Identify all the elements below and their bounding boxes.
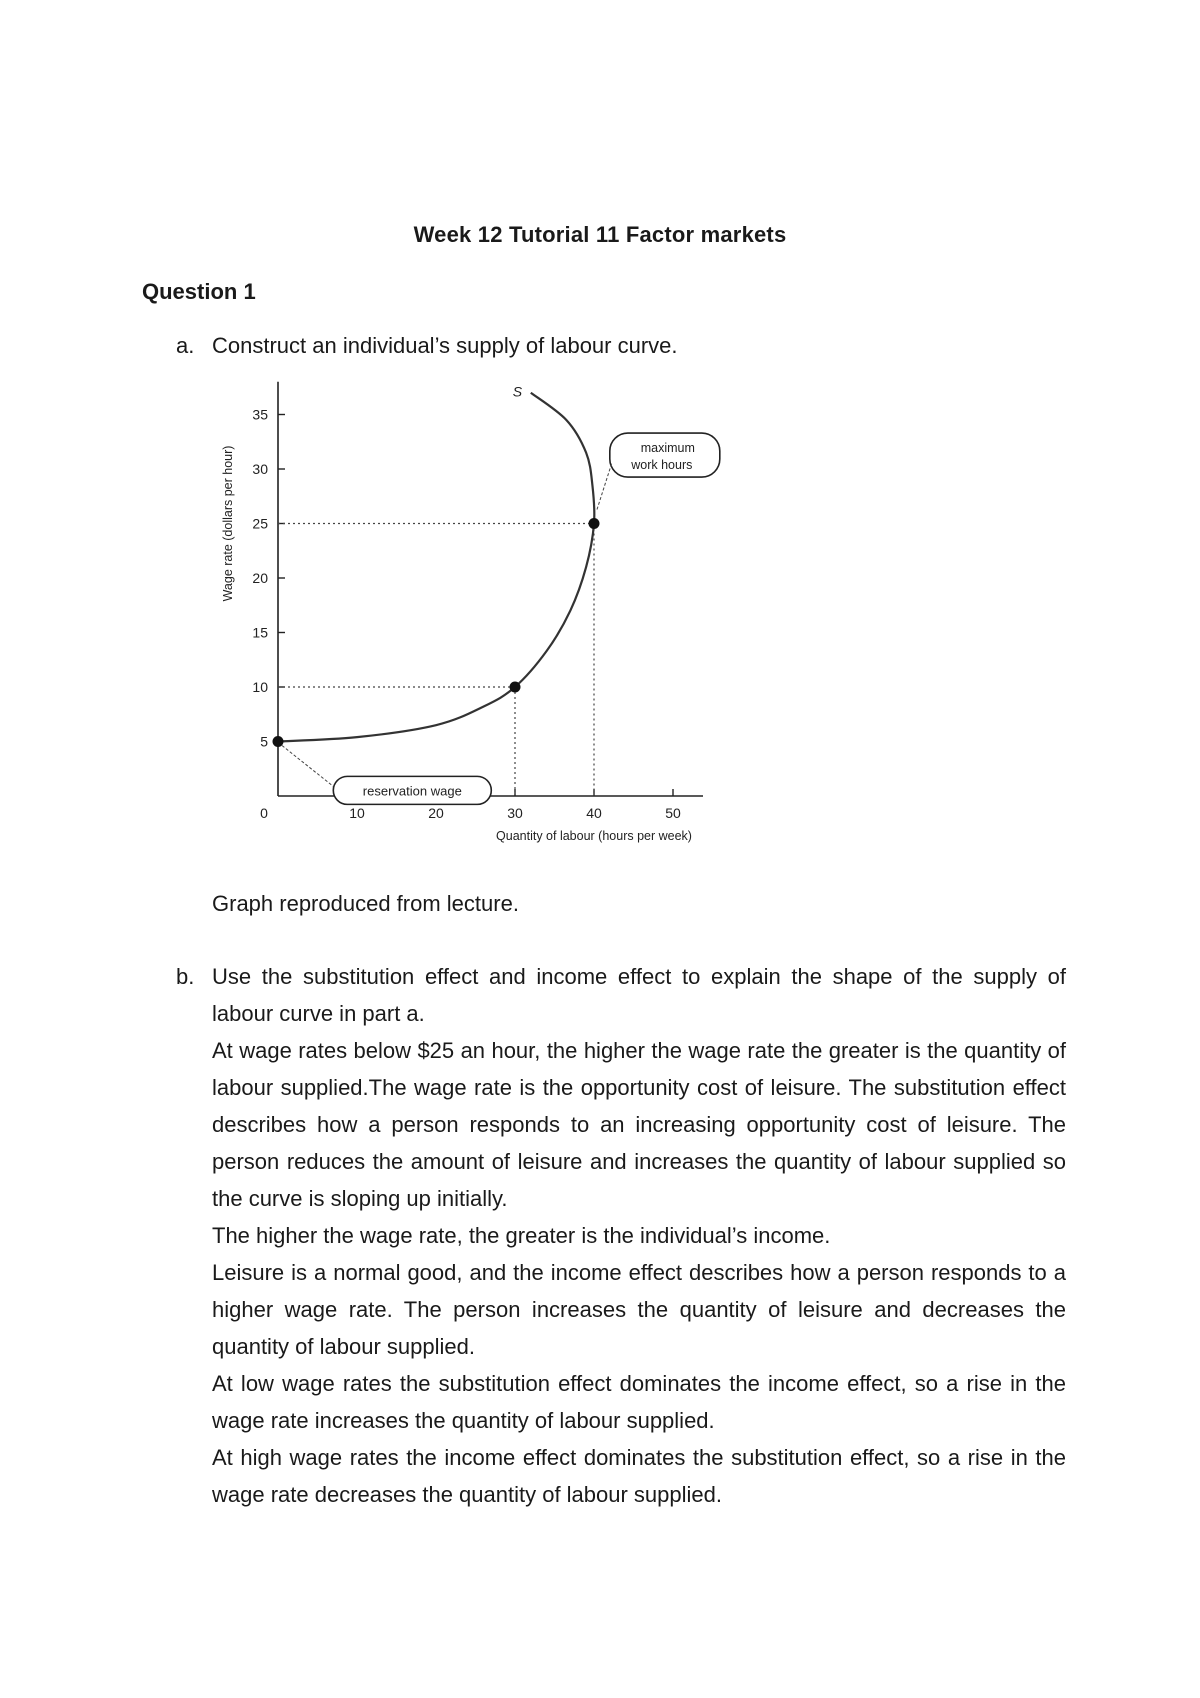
supply-curve-label: S xyxy=(512,383,523,400)
reservation-wage-pointer xyxy=(282,746,333,787)
maximum-work-hours-pointer xyxy=(597,463,612,509)
part-b-prompt: Use the substitution effect and income effect to explain the shape of the supply of labour curve in part a. xyxy=(212,964,1066,1026)
x-tick-label: 20 xyxy=(428,805,444,821)
x-tick-label: 0 xyxy=(260,805,268,821)
x-tick-label: 40 xyxy=(586,805,602,821)
part-b xyxy=(176,958,1066,1513)
part-a-letter: a. xyxy=(176,333,195,358)
part-b-body xyxy=(212,958,1066,1513)
y-tick-label: 15 xyxy=(252,624,268,641)
highlighted-point xyxy=(510,682,521,693)
y-tick-label: 30 xyxy=(252,461,268,477)
part-a xyxy=(176,333,678,359)
y-tick-label: 5 xyxy=(260,733,268,750)
answer-paragraph-2: The higher the wage rate, the greater is the individual’s income. xyxy=(212,1223,831,1248)
x-tick-label: 50 xyxy=(665,805,681,821)
part-a-prompt: Construct an individual’s supply of labour curve. xyxy=(212,333,678,358)
labour-supply-chart-svg xyxy=(205,364,745,854)
labour-supply-chart xyxy=(205,364,745,854)
y-tick-label: 20 xyxy=(252,570,268,586)
y-tick-label: 25 xyxy=(252,515,268,532)
y-axis-title: Wage rate (dollars per hour) xyxy=(221,445,235,602)
maximum-work-hours-label-line-2: work hours xyxy=(631,458,693,473)
answer-paragraph-5: At high wage rates the income effect dominates the substitution effect, so a rise in the wage rate decreases the quantity of labour supplied. xyxy=(212,1445,1066,1507)
document-title: Week 12 Tutorial 11 Factor markets xyxy=(413,222,787,247)
supply-curve xyxy=(278,393,594,742)
x-tick-label: 30 xyxy=(507,805,523,821)
maximum-work-hours-label-line-1: maximum xyxy=(640,441,695,456)
graph-caption: Graph reproduced from lecture. xyxy=(212,891,519,916)
answer-paragraph-4: At low wage rates the substitution effect dominates the income effect, so a rise in the wage rate increases the quantity of labour supplied. xyxy=(212,1371,1066,1433)
x-tick-label: 10 xyxy=(349,805,365,821)
question-heading: Question 1 xyxy=(142,279,256,304)
y-tick-label: 10 xyxy=(252,679,268,695)
answer-paragraph-1: At wage rates below $25 an hour, the higher the wage rate the greater is the quantity of labour supplied.The wage rate is the opportunity cost of leisure. The substitution effect describes how a person responds to an increasing opportunity cost of leisure. The person reduces the amount of leisure and increases the quantity of labour supplied so the curve is sloping up initially. xyxy=(212,1038,1066,1211)
x-axis-title: Quantity of labour (hours per week) xyxy=(496,829,692,843)
highlighted-point xyxy=(273,736,284,747)
part-b-letter: b. xyxy=(176,964,195,989)
y-tick-label: 35 xyxy=(252,406,268,423)
highlighted-point xyxy=(589,518,600,529)
reservation-wage-label: reservation wage xyxy=(362,783,462,799)
answer-paragraph-3: Leisure is a normal good, and the income effect describes how a person responds to a higher wage rate. The person increases the quantity of leisure and decreases the quantity of labour supplied. xyxy=(212,1260,1066,1359)
